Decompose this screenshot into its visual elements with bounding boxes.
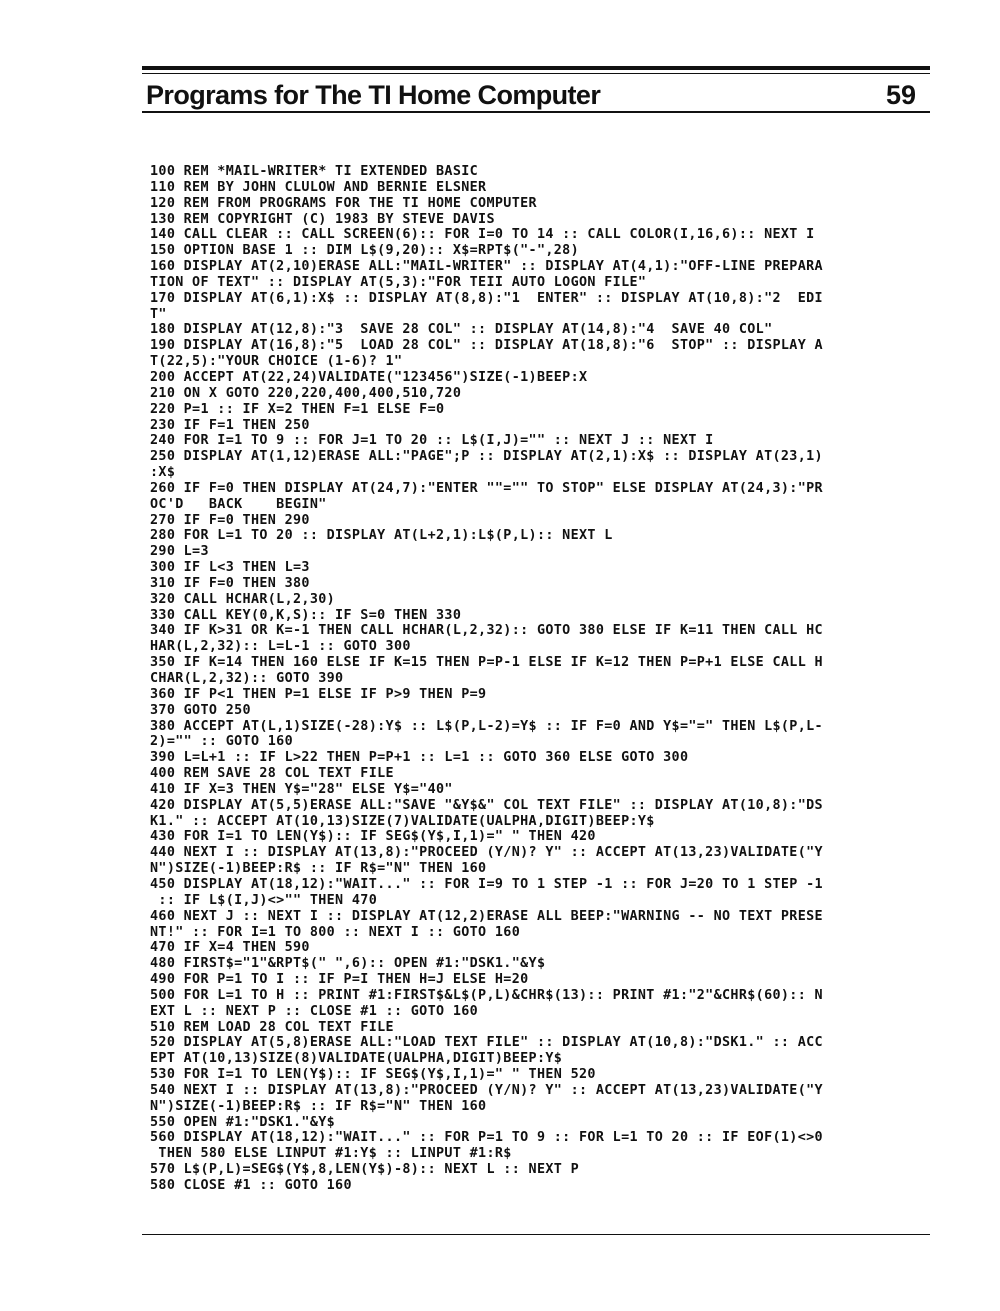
code-line: 540 NEXT I :: DISPLAY AT(13,8):"PROCEED (Y/N)? Y" :: ACCEPT AT(13,23)VALIDATE("Y — [150, 1082, 823, 1098]
code-line: 130 REM COPYRIGHT (C) 1983 BY STEVE DAVIS — [150, 211, 495, 227]
code-line: 280 FOR L=1 TO 20 :: DISPLAY AT(L+2,1):L$(P,L):: NEXT L — [150, 528, 613, 544]
code-line: 210 ON X GOTO 220,220,400,400,510,720 — [150, 385, 462, 401]
code-line: 310 IF F=0 THEN 380 — [150, 575, 310, 591]
code-line: 570 L$(P,L)=SEG$(Y$,8,LEN(Y$)-8):: NEXT L :: NEXT P — [150, 1162, 580, 1178]
code-line: 390 L=L+1 :: IF L>22 THEN P=P+1 :: L=1 :: GOTO 360 ELSE GOTO 300 — [150, 750, 689, 766]
code-line: 420 DISPLAY AT(5,5)ERASE ALL:"SAVE "&Y$&" COL TEXT FILE" :: DISPLAY AT(10,8):"DS — [150, 797, 823, 813]
code-line: 240 FOR I=1 TO 9 :: FOR J=1 TO 20 :: L$(I,J)="" :: NEXT J :: NEXT I — [150, 433, 714, 449]
code-line: 270 IF F=0 THEN 290 — [150, 512, 310, 528]
code-line: 470 IF X=4 THEN 590 — [150, 940, 310, 956]
code-line: EPT AT(10,13)SIZE(8)VALIDATE(UALPHA,DIGIT)BEEP:Y$ — [150, 1051, 563, 1067]
code-line: 180 DISPLAY AT(12,8):"3 SAVE 28 COL" :: DISPLAY AT(14,8):"4 SAVE 40 COL" — [150, 322, 773, 338]
code-line: T" — [150, 306, 167, 322]
code-line: 430 FOR I=1 TO LEN(Y$):: IF SEG$(Y$,I,1)=" " THEN 420 — [150, 829, 596, 845]
code-line: 200 ACCEPT AT(22,24)VALIDATE("123456")SIZE(-1)BEEP:X — [150, 369, 588, 385]
code-line: K1." :: ACCEPT AT(10,13)SIZE(7)VALIDATE(UALPHA,DIGIT)BEEP:Y$ — [150, 813, 655, 829]
page-number: 59 — [885, 80, 916, 110]
code-line: 410 IF X=3 THEN Y$="28" ELSE Y$="40" — [150, 781, 453, 797]
code-line: 450 DISPLAY AT(18,12):"WAIT..." :: FOR I=9 TO 1 STEP -1 :: FOR J=20 TO 1 STEP -1 — [150, 876, 823, 892]
code-line: HAR(L,2,32):: L=L-1 :: GOTO 300 — [150, 639, 411, 655]
code-line: 170 DISPLAY AT(6,1):X$ :: DISPLAY AT(8,8):"1 ENTER" :: DISPLAY AT(10,8):"2 EDI — [150, 290, 823, 306]
running-header — [146, 79, 926, 113]
code-line: 370 GOTO 250 — [150, 702, 251, 718]
code-line: 360 IF P<1 THEN P=1 ELSE IF P>9 THEN P=9 — [150, 686, 487, 702]
header-top-rule-thick — [142, 66, 930, 70]
code-line: CHAR(L,2,32):: GOTO 390 — [150, 671, 344, 686]
code-line: 530 FOR I=1 TO LEN(Y$):: IF SEG$(Y$,I,1)=" " THEN 520 — [150, 1067, 596, 1083]
code-line: 350 IF K=14 THEN 160 ELSE IF K=15 THEN P=P-1 ELSE IF K=12 THEN P=P+1 ELSE CALL H — [150, 655, 823, 671]
code-line: 490 FOR P=1 TO I :: IF P=I THEN H=J ELSE H=20 — [150, 972, 529, 988]
code-line: THEN 580 ELSE LINPUT #1:Y$ :: LINPUT #1:R$ — [150, 1146, 512, 1162]
code-line: 140 CALL CLEAR :: CALL SCREEN(6):: FOR I=0 TO 14 :: CALL COLOR(I,16,6):: NEXT I — [150, 227, 815, 243]
code-line: 340 IF K>31 OR K=-1 THEN CALL HCHAR(L,2,32):: GOTO 380 ELSE IF K=11 THEN CALL HC — [150, 623, 823, 639]
code-line: 190 DISPLAY AT(16,8):"5 LOAD 28 COL" :: DISPLAY AT(18,8):"6 STOP" :: DISPLAY A — [150, 338, 823, 354]
code-line: TION OF TEXT" :: DISPLAY AT(5,3):"FOR TEII AUTO LOGON FILE" — [150, 274, 647, 290]
code-line: 510 REM LOAD 28 COL TEXT FILE — [150, 1019, 394, 1035]
code-line: :: IF L$(I,J)<>"" THEN 470 — [150, 892, 378, 908]
code-line: 330 CALL KEY(0,K,S):: IF S=0 THEN 330 — [150, 607, 462, 623]
header-underline — [142, 111, 930, 113]
code-line: T(22,5):"YOUR CHOICE (1-6)? 1" — [150, 354, 403, 370]
code-line: 2)="" :: GOTO 160 — [150, 734, 294, 750]
code-line: 580 CLOSE #1 :: GOTO 160 — [150, 1178, 352, 1193]
code-line: EXT L :: NEXT P :: CLOSE #1 :: GOTO 160 — [150, 1003, 479, 1019]
code-line: N")SIZE(-1)BEEP:R$ :: IF R$="N" THEN 160 — [150, 1098, 487, 1114]
code-line: 320 CALL HCHAR(L,2,30) — [150, 591, 336, 607]
code-line: 440 NEXT I :: DISPLAY AT(13,8):"PROCEED (Y/N)? Y" :: ACCEPT AT(13,23)VALIDATE("Y — [150, 845, 823, 861]
code-line: 550 OPEN #1:"DSK1."&Y$ — [150, 1114, 336, 1130]
code-line: NT!" :: FOR I=1 TO 800 :: NEXT I :: GOTO 160 — [150, 924, 521, 940]
code-line: 250 DISPLAY AT(1,12)ERASE ALL:"PAGE";P :: DISPLAY AT(2,1):X$ :: DISPLAY AT(23,1) — [150, 449, 823, 465]
code-line: 500 FOR L=1 TO H :: PRINT #1:FIRST$&L$(P,L)&CHR$(13):: PRINT #1:"2"&CHR$(60):: N — [150, 987, 823, 1003]
code-line: 160 DISPLAY AT(2,10)ERASE ALL:"MAIL-WRITER" :: DISPLAY AT(4,1):"OFF-LINE PREPARA — [150, 259, 823, 275]
footer-rule — [142, 1234, 930, 1235]
code-line: 260 IF F=0 THEN DISPLAY AT(24,7):"ENTER ""="" TO STOP" ELSE DISPLAY AT(24,3):"PR — [150, 480, 823, 496]
code-line: OC'D BACK BEGIN" — [150, 496, 327, 512]
code-line: 290 L=3 — [150, 544, 209, 560]
header-top-rule-thin — [142, 73, 930, 74]
code-line: 120 REM FROM PROGRAMS FOR THE TI HOME COMPUTER — [150, 195, 537, 211]
code-line: 480 FIRST$="1"&RPT$(" ",6):: OPEN #1:"DSK1."&Y$ — [150, 956, 546, 972]
code-line: 230 IF F=1 THEN 250 — [150, 417, 310, 433]
code-line: 560 DISPLAY AT(18,12):"WAIT..." :: FOR P=1 TO 9 :: FOR L=1 TO 20 :: IF EOF(1)<>0 — [150, 1130, 823, 1146]
code-line: 100 REM *MAIL-WRITER* TI EXTENDED BASIC — [150, 164, 479, 179]
basic-program-listing — [150, 164, 920, 1194]
code-line: 150 OPTION BASE 1 :: DIM L$(9,20):: X$=RPT$("-",28) — [150, 243, 580, 259]
code-line: 300 IF L<3 THEN L=3 — [150, 560, 310, 576]
code-line: 110 REM BY JOHN CLULOW AND BERNIE ELSNER — [150, 179, 487, 195]
code-line: 380 ACCEPT AT(L,1)SIZE(-28):Y$ :: L$(P,L-2)=Y$ :: IF F=0 AND Y$="=" THEN L$(P,L- — [150, 718, 823, 734]
code-line: 520 DISPLAY AT(5,8)ERASE ALL:"LOAD TEXT FILE" :: DISPLAY AT(10,8):"DSK1." :: ACC — [150, 1035, 823, 1051]
code-line: N")SIZE(-1)BEEP:R$ :: IF R$="N" THEN 160 — [150, 861, 487, 877]
code-line: :X$ — [150, 465, 176, 481]
code-line: 220 P=1 :: IF X=2 THEN F=1 ELSE F=0 — [150, 401, 445, 417]
code-line: 400 REM SAVE 28 COL TEXT FILE — [150, 766, 394, 782]
code-line: 460 NEXT J :: NEXT I :: DISPLAY AT(12,2)ERASE ALL BEEP:"WARNING -- NO TEXT PRESE — [150, 908, 823, 924]
running-header-title: Programs for The TI Home Computer — [146, 80, 601, 110]
